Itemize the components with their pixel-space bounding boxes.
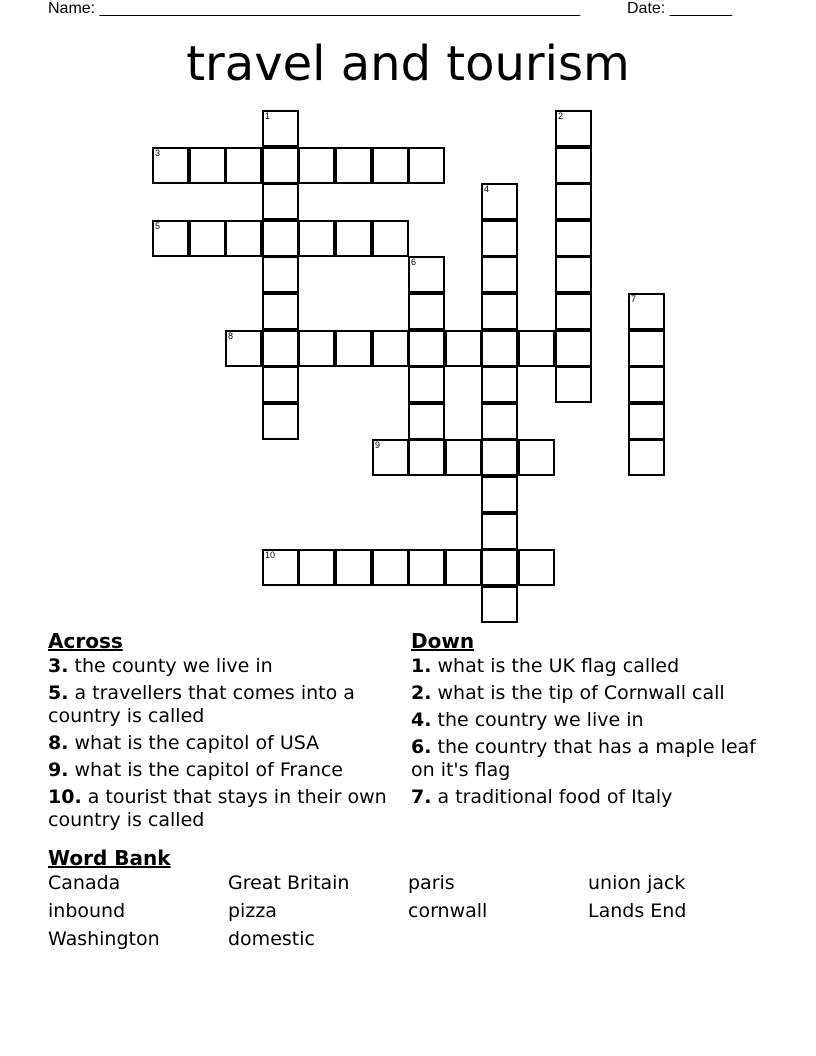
crossword-cell[interactable] [298, 147, 335, 184]
down-clue: 6. the country that has a maple leaf on it's flag [411, 736, 756, 781]
crossword-cell[interactable] [298, 330, 335, 367]
crossword-cell[interactable] [408, 293, 445, 330]
crossword-cell[interactable] [372, 147, 409, 184]
down-clues [411, 627, 761, 813]
crossword-cell[interactable] [481, 183, 518, 220]
clue-number: 8 [228, 331, 234, 341]
crossword-cell[interactable] [262, 293, 299, 330]
crossword-cell[interactable] [555, 330, 592, 367]
clue-number: 9 [375, 440, 381, 450]
crossword-cell[interactable] [372, 549, 409, 586]
crossword-cell[interactable] [408, 330, 445, 367]
clue-number: 10 [265, 550, 276, 560]
crossword-cell[interactable] [298, 549, 335, 586]
crossword-cell[interactable] [335, 549, 372, 586]
across-clue: 10. a tourist that stays in their own country is called [48, 786, 387, 831]
word-bank-item: Great Britain [228, 872, 350, 894]
crossword-cell[interactable] [555, 366, 592, 403]
crossword-cell[interactable] [628, 403, 665, 440]
across-heading: Across [48, 629, 123, 653]
clue-number: 6 [411, 257, 417, 267]
crossword-cell[interactable] [225, 147, 262, 184]
across-clue: 3. the county we live in [48, 655, 273, 677]
crossword-cell[interactable] [189, 220, 226, 257]
clue-number: 4 [484, 184, 490, 194]
crossword-cell[interactable] [262, 183, 299, 220]
crossword-cell[interactable] [628, 439, 665, 476]
crossword-cell[interactable] [335, 220, 372, 257]
across-clues [48, 627, 393, 836]
crossword-cell[interactable] [481, 256, 518, 293]
crossword-cell[interactable] [408, 256, 445, 293]
clue-number: 2 [558, 111, 564, 121]
word-bank-item: paris [408, 872, 455, 894]
crossword-cell[interactable] [445, 439, 482, 476]
crossword-cell[interactable] [408, 147, 445, 184]
crossword-cell[interactable] [628, 293, 665, 330]
down-clue: 1. what is the UK flag called [411, 655, 680, 677]
crossword-cell[interactable] [481, 293, 518, 330]
crossword-cell[interactable] [372, 330, 409, 367]
crossword-cell[interactable] [445, 330, 482, 367]
crossword-cell[interactable] [481, 476, 518, 513]
crossword-cell[interactable] [408, 549, 445, 586]
crossword-cell[interactable] [262, 403, 299, 440]
name-field-label: Name: ______________________________________________________ [48, 0, 581, 17]
clue-number: 3 [155, 148, 161, 158]
crossword-cell[interactable] [298, 220, 335, 257]
crossword-cell[interactable] [262, 549, 299, 586]
crossword-cell[interactable] [408, 366, 445, 403]
crossword-cell[interactable] [481, 513, 518, 550]
crossword-cell[interactable] [262, 147, 299, 184]
across-clue: 9. what is the capitol of France [48, 759, 343, 781]
word-bank-heading: Word Bank [48, 846, 171, 870]
crossword-cell[interactable] [481, 330, 518, 367]
crossword-cell[interactable] [555, 293, 592, 330]
crossword-cell[interactable] [408, 439, 445, 476]
word-bank-item: Canada [48, 872, 121, 894]
across-clue: 8. what is the capitol of USA [48, 732, 320, 754]
crossword-cell[interactable] [481, 366, 518, 403]
down-clue: 7. a traditional food of Italy [411, 786, 673, 808]
crossword-cell[interactable] [262, 366, 299, 403]
across-clue: 5. a travellers that comes into a country is called [48, 682, 355, 727]
crossword-cell[interactable] [555, 110, 592, 147]
crossword-cell[interactable] [628, 366, 665, 403]
crossword-cell[interactable] [518, 439, 555, 476]
down-heading: Down [411, 629, 475, 653]
crossword-cell[interactable] [518, 330, 555, 367]
crossword-cell[interactable] [518, 549, 555, 586]
crossword-cell[interactable] [335, 147, 372, 184]
word-bank-item: domestic [228, 928, 315, 950]
word-bank-item: Washington [48, 928, 160, 950]
crossword-cell[interactable] [555, 220, 592, 257]
word-bank-item: inbound [48, 900, 126, 922]
crossword-cell[interactable] [481, 586, 518, 623]
crossword-cell[interactable] [481, 439, 518, 476]
crossword-cell[interactable] [225, 220, 262, 257]
crossword-cell[interactable] [628, 330, 665, 367]
crossword-cell[interactable] [372, 220, 409, 257]
crossword-cell[interactable] [262, 256, 299, 293]
clue-number: 1 [265, 111, 271, 121]
crossword-cell[interactable] [189, 147, 226, 184]
date-field-label: Date: _______ [627, 0, 732, 17]
crossword-cell[interactable] [335, 330, 372, 367]
crossword-cell[interactable] [152, 147, 189, 184]
crossword-cell[interactable] [445, 549, 482, 586]
crossword-cell[interactable] [481, 220, 518, 257]
word-bank-item: pizza [228, 900, 277, 922]
crossword-cell[interactable] [555, 147, 592, 184]
crossword-cell[interactable] [481, 403, 518, 440]
page-title: travel and tourism [186, 36, 630, 92]
down-clue: 4. the country we live in [411, 709, 644, 731]
clue-number: 7 [631, 294, 637, 304]
crossword-cell[interactable] [152, 220, 189, 257]
down-clue: 2. what is the tip of Cornwall call [411, 682, 725, 704]
word-bank-item: union jack [588, 872, 686, 894]
crossword-cell[interactable] [555, 183, 592, 220]
crossword-cell[interactable] [481, 549, 518, 586]
crossword-cell[interactable] [555, 256, 592, 293]
clue-number: 5 [155, 221, 161, 231]
word-bank-item: cornwall [408, 900, 488, 922]
crossword-cell[interactable] [262, 110, 299, 147]
crossword-cell[interactable] [408, 403, 445, 440]
word-bank [48, 872, 768, 951]
crossword-cell[interactable] [262, 330, 299, 367]
crossword-cell[interactable] [372, 439, 409, 476]
crossword-cell[interactable] [262, 220, 299, 257]
word-bank-item: Lands End [588, 900, 687, 922]
crossword-cell[interactable] [225, 330, 262, 367]
